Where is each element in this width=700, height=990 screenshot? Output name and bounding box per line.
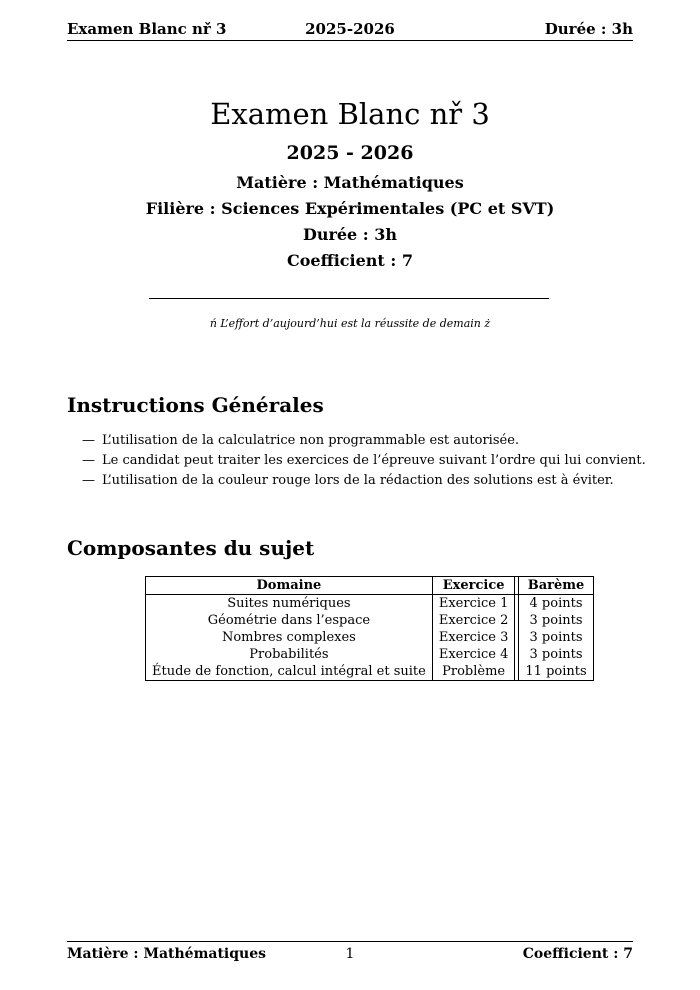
duration-line: Durée : 3h: [302, 225, 398, 244]
table-row: [146, 629, 594, 646]
instruction-item: — L’utilisation de la couleur rouge lors de la rédaction des solutions est à éviter.: [82, 471, 646, 491]
components-table: [145, 576, 594, 681]
table-row: [146, 595, 594, 613]
cell-score: 4 points: [519, 595, 593, 613]
motto-quote: ń L’effort d’aujourd’hui est la réussite de demain ż: [209, 317, 491, 330]
table-row: [146, 612, 594, 629]
table-row: [146, 646, 594, 663]
cell-exercise: Problème: [432, 663, 515, 681]
page-footer: [67, 941, 633, 964]
column-header-exercise: Exercice: [432, 577, 515, 595]
table-header-row: [146, 577, 594, 595]
table-row: [146, 663, 594, 681]
footer-coefficient: Coefficient : 7: [522, 946, 633, 962]
cell-score: 3 points: [519, 629, 593, 646]
cell-domain: Géométrie dans l’espace: [146, 612, 433, 629]
instructions-list: [82, 431, 646, 491]
subject-line: Matière : Mathématiques: [236, 173, 464, 192]
cell-exercise: Exercice 4: [432, 646, 515, 663]
column-header-score: Barème: [519, 577, 593, 595]
column-header-domain: Domaine: [146, 577, 433, 595]
dash-bullet: —: [82, 473, 95, 488]
title-divider: [149, 298, 549, 299]
footer-subject: Matière : Mathématiques: [67, 946, 267, 962]
cell-score: 3 points: [519, 646, 593, 663]
cell-exercise: Exercice 1: [432, 595, 515, 613]
instruction-item: — L’utilisation de la calculatrice non programmable est autorisée.: [82, 431, 646, 451]
instruction-item: — Le candidat peut traiter les exercices de l’épreuve suivant l’ordre qui lui convient.: [82, 451, 646, 471]
cell-domain: Probabilités: [146, 646, 433, 663]
instructions-heading: Instructions Générales: [67, 393, 324, 417]
stream-line: Filière : Sciences Expérimentales (PC et SVT): [145, 199, 555, 218]
components-heading: Composantes du sujet: [67, 536, 315, 560]
cell-domain: Étude de fonction, calcul intégral et suite: [146, 663, 433, 681]
header-exam-title: Examen Blanc nř 3: [67, 20, 227, 38]
school-year: 2025 - 2026: [286, 142, 414, 164]
header-duration: Durée : 3h: [544, 20, 633, 38]
cell-exercise: Exercice 3: [432, 629, 515, 646]
header-school-year: 2025-2026: [305, 20, 395, 38]
cell-exercise: Exercice 2: [432, 612, 515, 629]
dash-bullet: —: [82, 453, 95, 468]
cell-score: 3 points: [519, 612, 593, 629]
coefficient-line: Coefficient : 7: [287, 251, 413, 270]
title-block: [0, 96, 700, 274]
cell-score: 11 points: [519, 663, 593, 681]
cell-domain: Nombres complexes: [146, 629, 433, 646]
page-number: 1: [345, 946, 355, 962]
cell-domain: Suites numériques: [146, 595, 433, 613]
dash-bullet: —: [82, 433, 95, 448]
page-header: [67, 20, 633, 41]
exam-title: Examen Blanc nř 3: [210, 97, 490, 131]
